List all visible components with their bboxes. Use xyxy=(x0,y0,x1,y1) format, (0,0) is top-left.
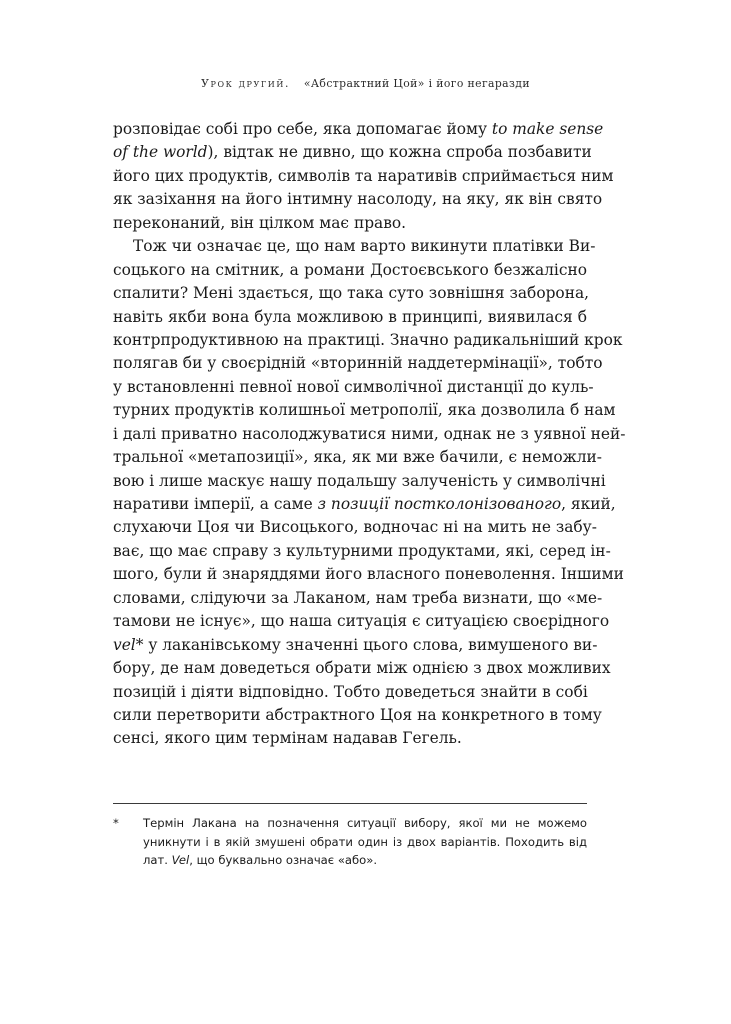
footnote-line xyxy=(143,851,587,870)
text-segment: шого, були й знаряддями його власного поневолення. Іншими xyxy=(113,565,624,584)
text-segment: , що буквально означає «або». xyxy=(189,853,378,867)
text-segment: * у лаканівському значенні цього слова, вимушеного ви- xyxy=(135,635,598,654)
text-segment: тамови не існує», що наша ситуація є ситуацією своєрідного xyxy=(113,612,610,631)
text-segment: ває, що має справу з культурними продуктами, які, серед ін- xyxy=(113,541,611,560)
text-line xyxy=(113,610,610,633)
text-segment: позицій і діяти відповідно. Тобто доведеться знайти в собі xyxy=(113,682,588,701)
italic-segment: to make sense xyxy=(491,120,604,138)
text-line xyxy=(113,540,611,563)
text-segment: , який, xyxy=(561,495,616,513)
text-line xyxy=(113,657,611,680)
text-line xyxy=(113,634,598,657)
text-segment: сенсі, якого цим термінам надавав Гегель. xyxy=(113,729,462,748)
footnote xyxy=(113,814,587,870)
text-line xyxy=(113,118,604,141)
text-segment: вою і лише маскує нашу подальшу залученість у символічні xyxy=(113,471,606,490)
text-segment: Термін Лакана на позначення ситуації вибору, якої ми не можемо xyxy=(143,816,587,830)
text-segment: словами, слідуючи за Лаканом, нам треба визнати, що «ме- xyxy=(113,588,603,607)
text-segment: лат. xyxy=(143,853,172,867)
text-segment: тральної «метапозиції», яка, як ми вже бачили, є неможли- xyxy=(113,448,602,467)
text-segment: слухаючи Цоя чи Висоцького, водночас ні на мить не забу- xyxy=(113,518,597,537)
running-header-title: «Абстрактний Цой» і його негаразди xyxy=(303,77,530,90)
text-line xyxy=(113,212,587,235)
text-segment: як зазіхання на його інтимну насолоду, на яку, як він свято xyxy=(113,190,603,209)
footnote-line xyxy=(143,814,587,833)
italic-segment: з позиції постколонізованого xyxy=(317,495,562,513)
footnote-marker: * xyxy=(113,816,119,830)
text-line xyxy=(113,727,587,750)
text-line xyxy=(113,446,602,469)
text-line xyxy=(113,704,602,727)
text-segment: соцького на смітник, а романи Достоєвського безжалісно xyxy=(113,260,587,279)
text-line xyxy=(113,470,606,493)
text-segment: контрпродуктивною на практиці. Значно радикальніший крок xyxy=(113,330,623,349)
text-segment: переконаний, він цілком має право. xyxy=(113,213,407,232)
text-line xyxy=(113,165,614,188)
text-segment: уникнути і в якій змушені обрати один із двох варіантів. Походить від xyxy=(143,834,587,849)
text-segment: Тож чи означає це, що нам варто викинути платівки Ви- xyxy=(133,237,596,256)
text-segment: його цих продуктів, символів та наративів сприймається ним xyxy=(113,166,614,185)
text-line xyxy=(113,423,626,446)
text-line xyxy=(113,259,587,282)
running-header xyxy=(0,77,731,90)
text-segment: бору, де нам доведеться обрати між однією з двох можливих xyxy=(113,659,611,678)
text-segment: ), відтак не дивно, що кожна спроба позбавити xyxy=(207,143,592,162)
body-text xyxy=(113,118,626,751)
text-line xyxy=(113,352,603,375)
text-line xyxy=(113,235,596,258)
text-segment: розповідає собі про себе, яка допомагає йому xyxy=(113,120,492,138)
text-line xyxy=(113,399,616,422)
text-segment: сили перетворити абстрактного Цоя на конкретного в тому xyxy=(113,705,602,724)
text-line xyxy=(113,306,587,329)
running-header-lesson: Урок другий. xyxy=(201,77,290,90)
text-segment: у встановленні певної нової символічної дистанції до куль- xyxy=(113,377,594,396)
footnote-divider xyxy=(113,803,587,804)
text-line xyxy=(113,141,592,164)
text-segment: турних продуктів колишньої метрополії, яка дозволила б нам xyxy=(113,401,616,420)
text-line xyxy=(113,376,594,399)
text-segment: навіть якби вона була можливою в принципі, виявилася б xyxy=(113,307,587,326)
text-segment: і далі приватно насолоджуватися ними, однак не з уявної ней- xyxy=(113,424,626,443)
italic-segment: Vel xyxy=(171,853,190,867)
footnote-line xyxy=(143,833,587,852)
text-segment: наративи імперії, а саме xyxy=(113,495,318,513)
text-segment: спалити? Мені здається, що така суто зовнішня заборона, xyxy=(113,284,590,303)
text-line xyxy=(113,282,590,305)
text-line xyxy=(113,493,616,516)
text-line xyxy=(113,587,603,610)
italic-segment: of the world xyxy=(113,143,208,162)
text-line xyxy=(113,681,587,704)
text-line xyxy=(113,329,623,352)
italic-segment: vel xyxy=(113,635,136,654)
text-line xyxy=(113,188,603,211)
text-line xyxy=(113,516,597,539)
text-segment: полягав би у своєрідній «вторинній наддетермінації», тобто xyxy=(113,354,603,373)
text-line xyxy=(113,563,624,586)
